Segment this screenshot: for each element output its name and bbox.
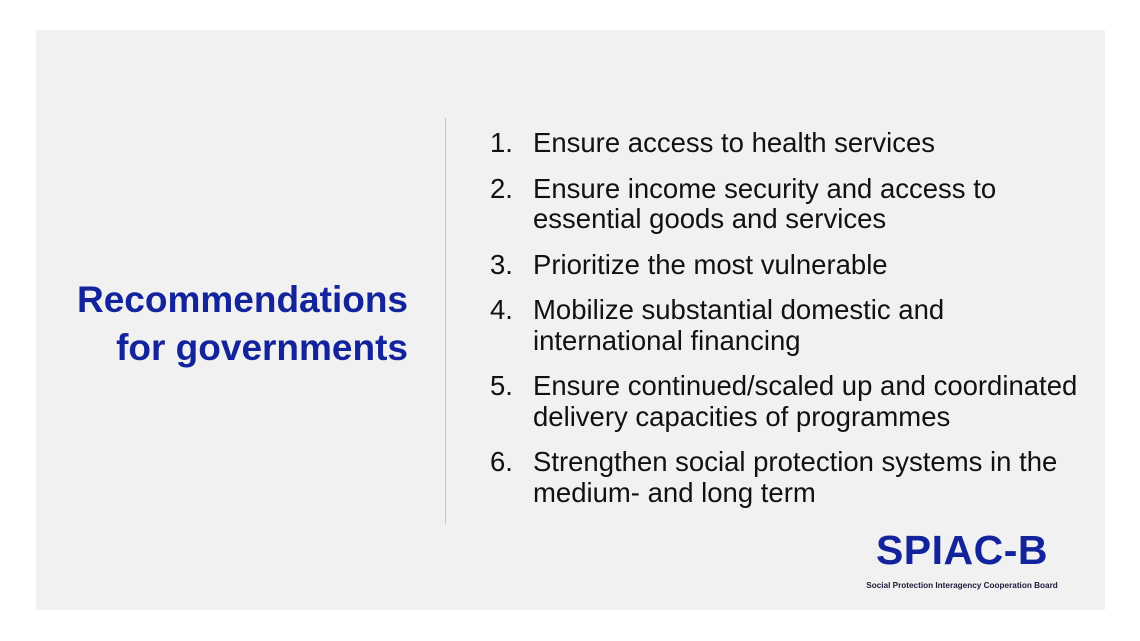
list-item xyxy=(490,250,1077,281)
slide xyxy=(36,30,1105,610)
spiac-b-logo xyxy=(864,528,1060,592)
list-item-number: 6. xyxy=(490,446,513,477)
list-item-number: 5. xyxy=(490,370,513,401)
logo-mark: SPIAC-B xyxy=(875,527,1049,573)
list-item-text: delivery capacities of programmes xyxy=(533,400,951,432)
list-item-text: essential goods and services xyxy=(533,203,887,234)
list-item-text: Ensure access to health services xyxy=(533,127,935,158)
list-item xyxy=(490,447,1077,508)
recommendations-list xyxy=(490,128,1077,523)
list-item-text: Prioritize the most vulnerable xyxy=(533,248,888,280)
list-item xyxy=(490,128,1077,159)
list-item-text: Ensure income security and access to xyxy=(533,172,997,204)
vertical-divider xyxy=(445,118,446,524)
list-item-text: Mobilize substantial domestic and xyxy=(533,294,945,325)
list-item-number: 1. xyxy=(490,127,513,158)
list-item-text: medium- and long term xyxy=(533,476,816,508)
list-item-text: Ensure continued/scaled up and coordinated xyxy=(533,370,1078,401)
slide-title-line-1: Recommendations xyxy=(76,279,408,320)
slide-title xyxy=(77,276,408,372)
list-item-text: international financing xyxy=(533,324,801,356)
list-item xyxy=(490,295,1077,356)
list-item-number: 4. xyxy=(490,294,513,325)
logo-subtitle: Social Protection Interagency Cooperation Board xyxy=(866,581,1058,590)
slide-title-line-2: for governments xyxy=(116,327,408,368)
list-item-text: Strengthen social protection systems in the xyxy=(533,446,1058,477)
list-item xyxy=(490,371,1077,432)
list-item xyxy=(490,174,1077,235)
list-item-number: 2. xyxy=(490,172,513,204)
list-item-number: 3. xyxy=(490,248,513,280)
